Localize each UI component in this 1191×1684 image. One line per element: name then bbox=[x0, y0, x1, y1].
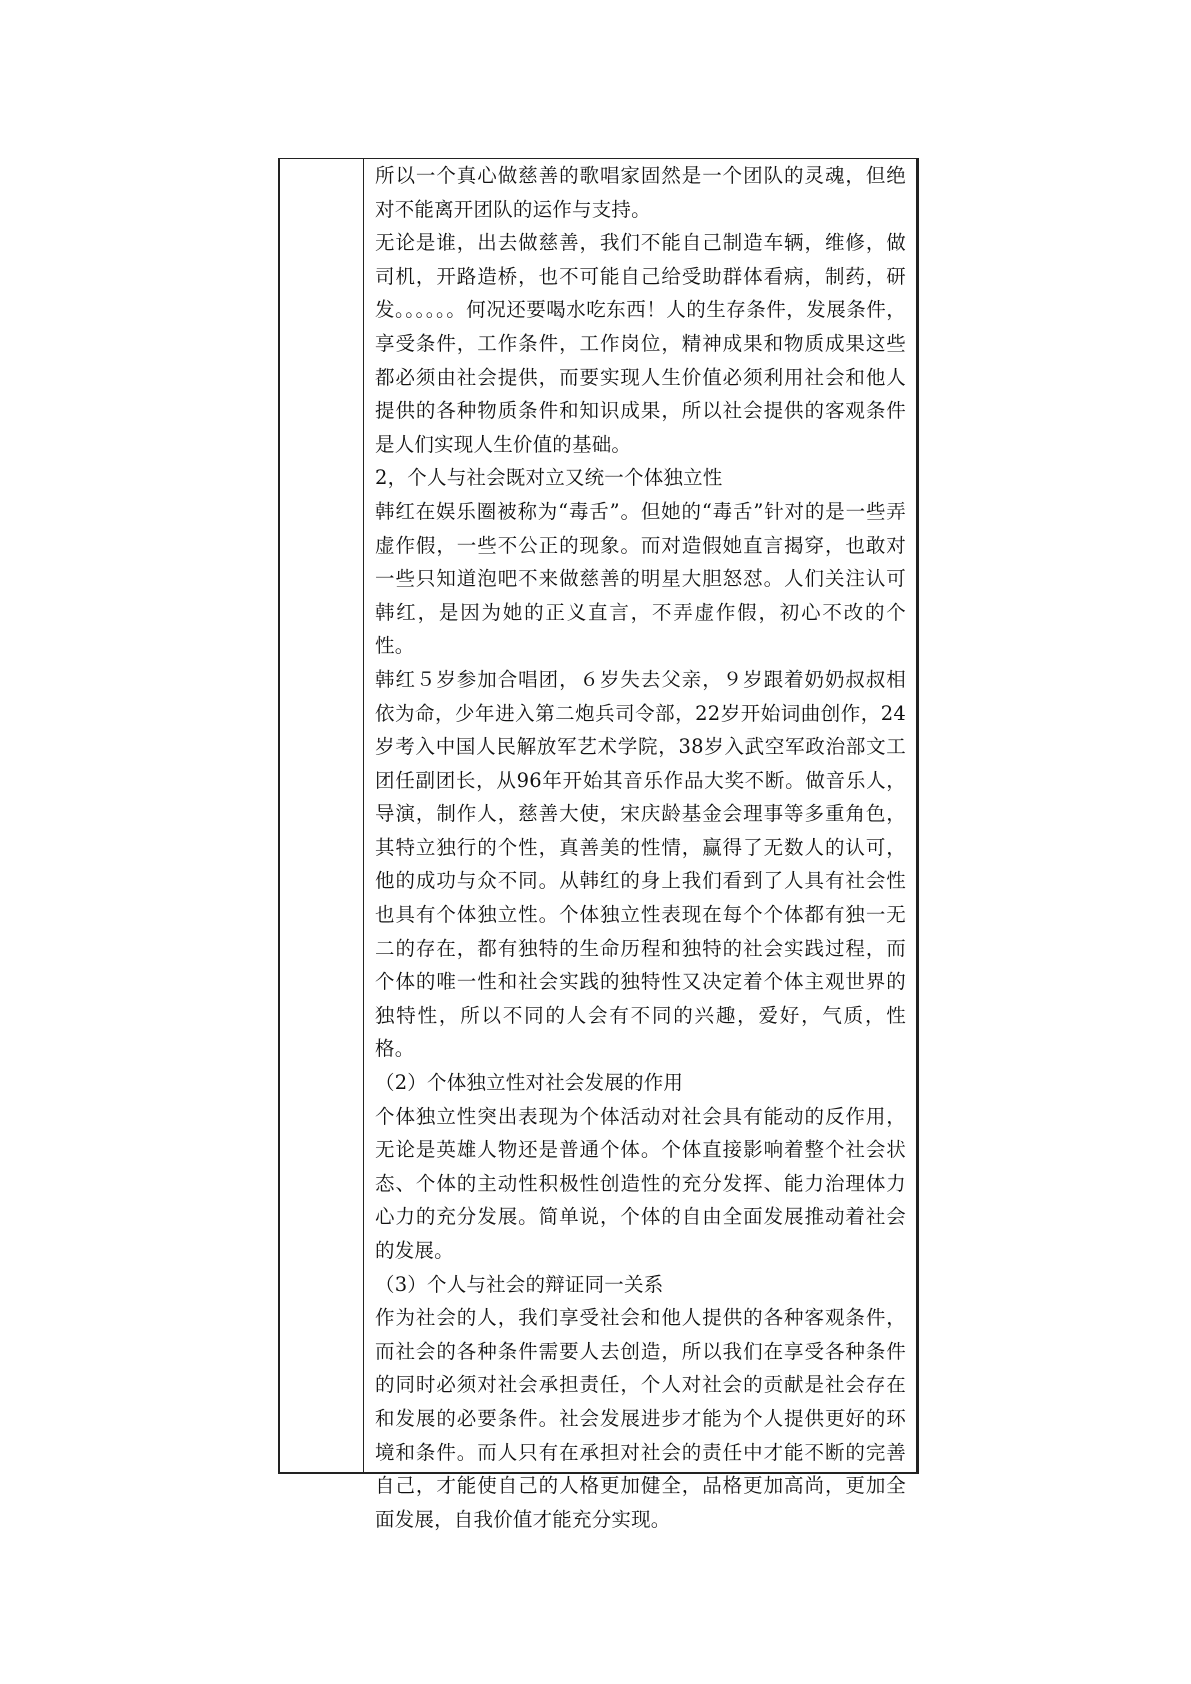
content-table bbox=[278, 158, 919, 1531]
table-right-column bbox=[364, 159, 916, 1531]
paragraph-2: 无论是谁，出去做慈善，我们不能自己制造车辆，维修，做司机，开路造桥，也不可能自己给受助群体看病，制药，研发。。。。。。何况还要喝水吃东西！人的生存条件，发展条件，享受条件，工作条件，工作岗位，精神成果和物质成果这些都必须由社会提供，而要实现人生价值必须利用社会和他人提供的各种物质条件和知识成果，所以社会提供的客观条件是人们实现人生价值的基础。 bbox=[375, 231, 906, 456]
table-left-column bbox=[280, 159, 364, 1472]
subsection-heading-2: （2）个体独立性对社会发展的作用 bbox=[375, 1071, 684, 1095]
paragraph-4: 韩红５岁参加合唱团，６岁失去父亲，９岁跟着奶奶叔叔相依为命，少年进入第二炮兵司令部，22岁开始词曲创作，24岁考入中国人民解放军艺术学院，38岁入武空军政治部文工团任副团长，从96年开始其音乐作品大奖不断。做音乐人，导演，制作人，慈善大使，宋庆龄基金会理事等多重角色，其特立独行的个性，真善美的性情，赢得了无数人的认可，他的成功与众不同。从韩红的身上我们看到了人具有社会性也具有个体独立性。个体独立性表现在每个个体都有独一无二的存在，都有独特的生命历程和独特的社会实践过程，而个体的唯一性和社会实践的独特性又决定着个体主观世界的独特性，所以不同的人会有不同的兴趣，爱好，气质，性格。 bbox=[375, 667, 906, 1061]
paragraph-6: 作为社会的人，我们享受社会和他人提供的各种客观条件，而社会的各种条件需要人去创造，所以我们在享受各种条件的同时必须对社会承担责任，个人对社会的贡献是社会存在和发展的必要条件。社会发展进步才能为个人提供更好的环境和条件。而人只有在承担对社会的责任中才能不断的完善自己，才能使自己的人格更加健全，品格更加高尚，更加全面发展，自我价值才能充分实现。 bbox=[375, 1306, 906, 1531]
paragraph-3: 韩红在娱乐圈被称为“毒舌”。但她的“毒舌”针对的是一些弄虚作假，一些不公正的现象。而对造假她直言揭穿，也敢对一些只知道泡吧不来做慈善的明星大胆怒怼。人们关注认可韩红，是因为她的正义直言，不弄虚作假，初心不改的个性。 bbox=[375, 499, 906, 658]
paragraph-5: 个体独立性突出表现为个体活动对社会具有能动的反作用，无论是英雄人物还是普通个体。个体直接影响着整个社会状态、个体的主动性积极性创造性的充分发挥、能力治理体力心力的充分发展。简单说，个体的自由全面发展推动着社会的发展。 bbox=[375, 1104, 906, 1262]
paragraph-1: 所以一个真心做慈善的歌唱家固然是一个团队的灵魂，但绝对不能离开团队的运作与支持。 bbox=[375, 164, 906, 221]
document-body bbox=[375, 159, 906, 1536]
subsection-heading-3: （3）个人与社会的辩证同一关系 bbox=[375, 1272, 664, 1296]
section-heading-2: 2，个人与社会既对立又统一个体独立性 bbox=[375, 466, 723, 490]
